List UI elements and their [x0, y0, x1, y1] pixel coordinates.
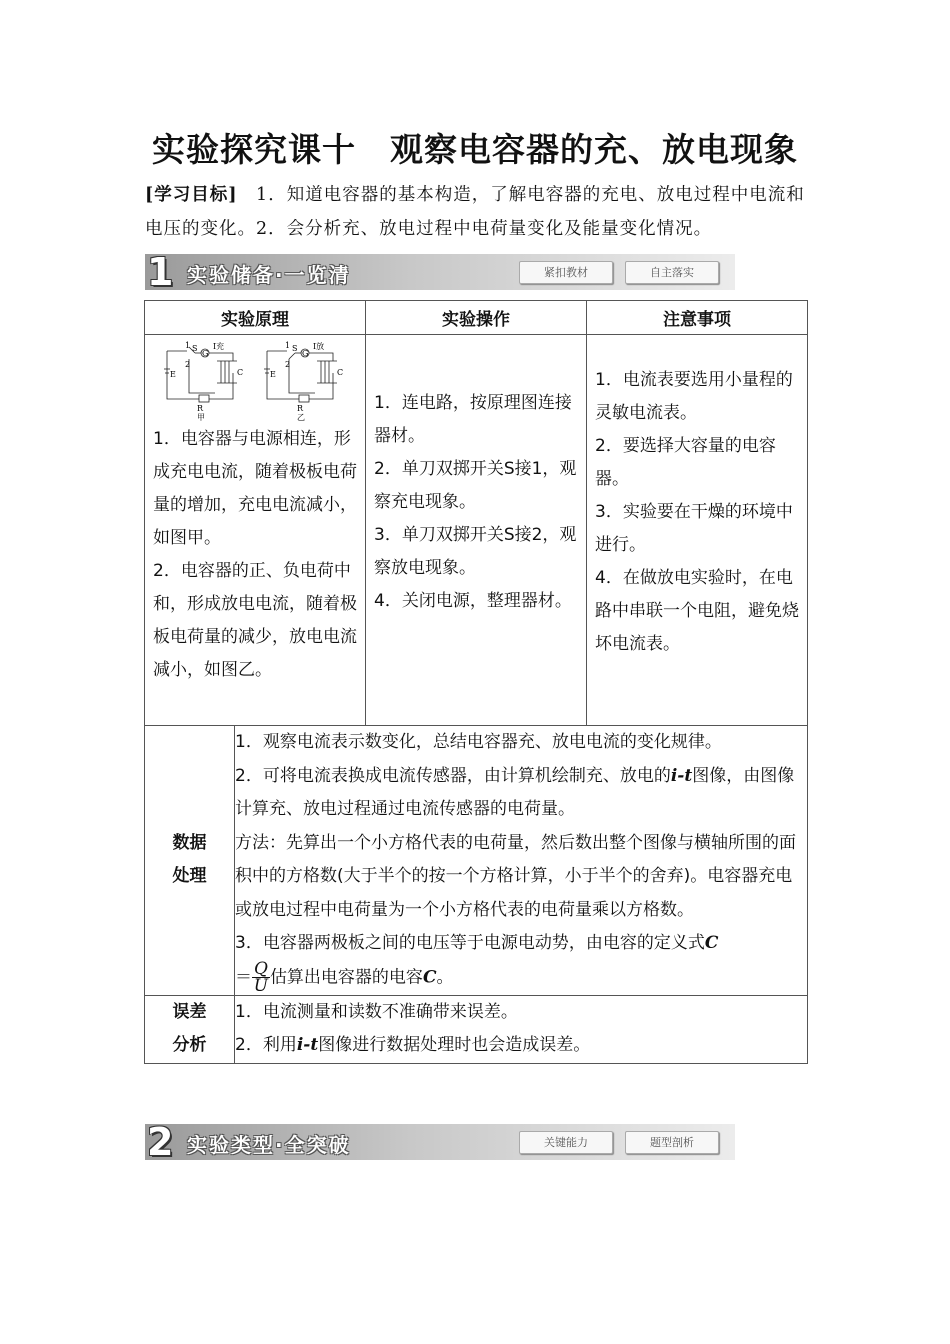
notes-item-3: 3．实验要在干燥的环境中进行。	[595, 501, 793, 555]
data-item-1: 1．观察电流表示数变化，总结电容器充、放电电流的变化规律。	[235, 732, 722, 752]
header-operation: 实验操作	[366, 301, 587, 335]
goals-text: 1．知道电容器的基本构造，了解电容器的充电、放电过程中电流和电压的变化。2．会分析充、放电过程中电荷量变化及能量变化情况。	[145, 185, 805, 239]
goals-label: [学习目标]	[145, 185, 238, 205]
data-processing-cell	[235, 726, 808, 996]
fraction-q-over-u: $\frac{Q}{U}$	[253, 958, 269, 996]
data-item-3: 3．电容器两极板之间的电压等于电源电动势，由电容的定义式C ＝ $\frac{Q}{U}$ 估算出电容器的电容C。	[235, 933, 719, 996]
tag-self-study: 自主落实	[625, 261, 719, 284]
label-s: S	[192, 344, 198, 353]
experiment-table	[144, 300, 808, 1064]
label-r: R	[197, 404, 204, 413]
label-1: 1	[185, 341, 191, 350]
label-e-b: E	[270, 370, 276, 379]
data-processing-label: 数据 处理	[145, 726, 235, 996]
error-item-1: 1．电流测量和读数不准确带来误差。	[235, 1001, 518, 1022]
section-number-2: 2	[147, 1120, 174, 1164]
error-item-2: 2．利用i-t图像进行数据处理时也会造成误差。	[235, 1035, 591, 1055]
label-2: 2	[185, 360, 191, 369]
data-item-2: 2．可将电流表换成电流传感器，由计算机绘制充、放电的i-t图像，由图像计算充、放电过程通过电流传感器的电荷量。	[235, 765, 795, 819]
label-s-b: S	[292, 344, 298, 353]
header-principle: 实验原理	[145, 301, 366, 335]
page-title: 实验探究课十 观察电容器的充、放电现象	[152, 130, 798, 169]
error-analysis-cell	[235, 995, 808, 1063]
label-g: G	[202, 349, 209, 358]
tag-textbook: 紧扣教材	[519, 261, 613, 284]
header-notes: 注意事项	[587, 301, 808, 335]
principle-item-1: 1．电容器与电源相连，形成充电电流，随着极板电荷量的增加，充电电流减小，如图甲。	[153, 429, 357, 548]
section-banner-2	[145, 1120, 735, 1164]
learning-goals	[145, 178, 810, 246]
notes-item-1: 1．电流表要选用小量程的灵敏电流表。	[595, 369, 793, 423]
caption-jia: 甲	[197, 413, 205, 421]
notes-item-4: 4．在做放电实验时，在电路中串联一个电阻，避免烧坏电流表。	[595, 567, 799, 654]
principle-item-2: 2．电容器的正、负电荷中和，形成放电电流，随着极板电荷量的减少，放电电流减小，如图乙。	[153, 561, 357, 680]
section-title-1: 实验储备·一览清	[187, 263, 351, 287]
tag-key-ability: 关键能力	[519, 1131, 613, 1154]
data-method: 方法：先算出一个小方格代表的电荷量，然后数出整个图像与横轴所围的面积中的方格数(大于半个的按一个方格计算，小于半个的舍弃)。电容器充电或放电过程中电荷量为一个小方格代表的电荷量乘以方格数。	[235, 832, 796, 920]
circuit-diagram-discharge	[259, 337, 345, 421]
label-c-b: C	[337, 368, 344, 377]
label-i-charge: I充	[213, 342, 225, 351]
caption-yi: 乙	[297, 413, 305, 421]
operation-item-3: 3．单刀双掷开关S接2，观察放电现象。	[374, 524, 577, 578]
label-c: C	[237, 368, 244, 377]
operation-item-2: 2．单刀双掷开关S接1，观察充电现象。	[374, 458, 577, 512]
circuit-diagram-charge	[159, 337, 245, 421]
label-1-b: 1	[285, 341, 291, 350]
label-2-b: 2	[285, 360, 291, 369]
operation-item-4: 4．关闭电源，整理器材。	[374, 590, 572, 611]
notes-cell	[587, 335, 808, 726]
section-banner-1	[145, 250, 735, 294]
notes-item-2: 2．要选择大容量的电容器。	[595, 435, 776, 489]
circuit-diagrams	[145, 335, 365, 421]
operation-item-1: 1．连电路，按原理图连接器材。	[374, 392, 572, 446]
principle-cell	[145, 335, 366, 726]
label-g-b: G	[302, 349, 309, 358]
label-r-b: R	[297, 404, 304, 413]
label-i-discharge: I放	[313, 342, 325, 351]
operation-cell	[366, 335, 587, 726]
label-e: E	[170, 370, 176, 379]
section-number-1: 1	[147, 250, 174, 294]
section-title-2: 实验类型·全突破	[187, 1133, 351, 1157]
tag-problem-analysis: 题型剖析	[625, 1131, 719, 1154]
error-analysis-label: 误差 分析	[145, 995, 235, 1063]
